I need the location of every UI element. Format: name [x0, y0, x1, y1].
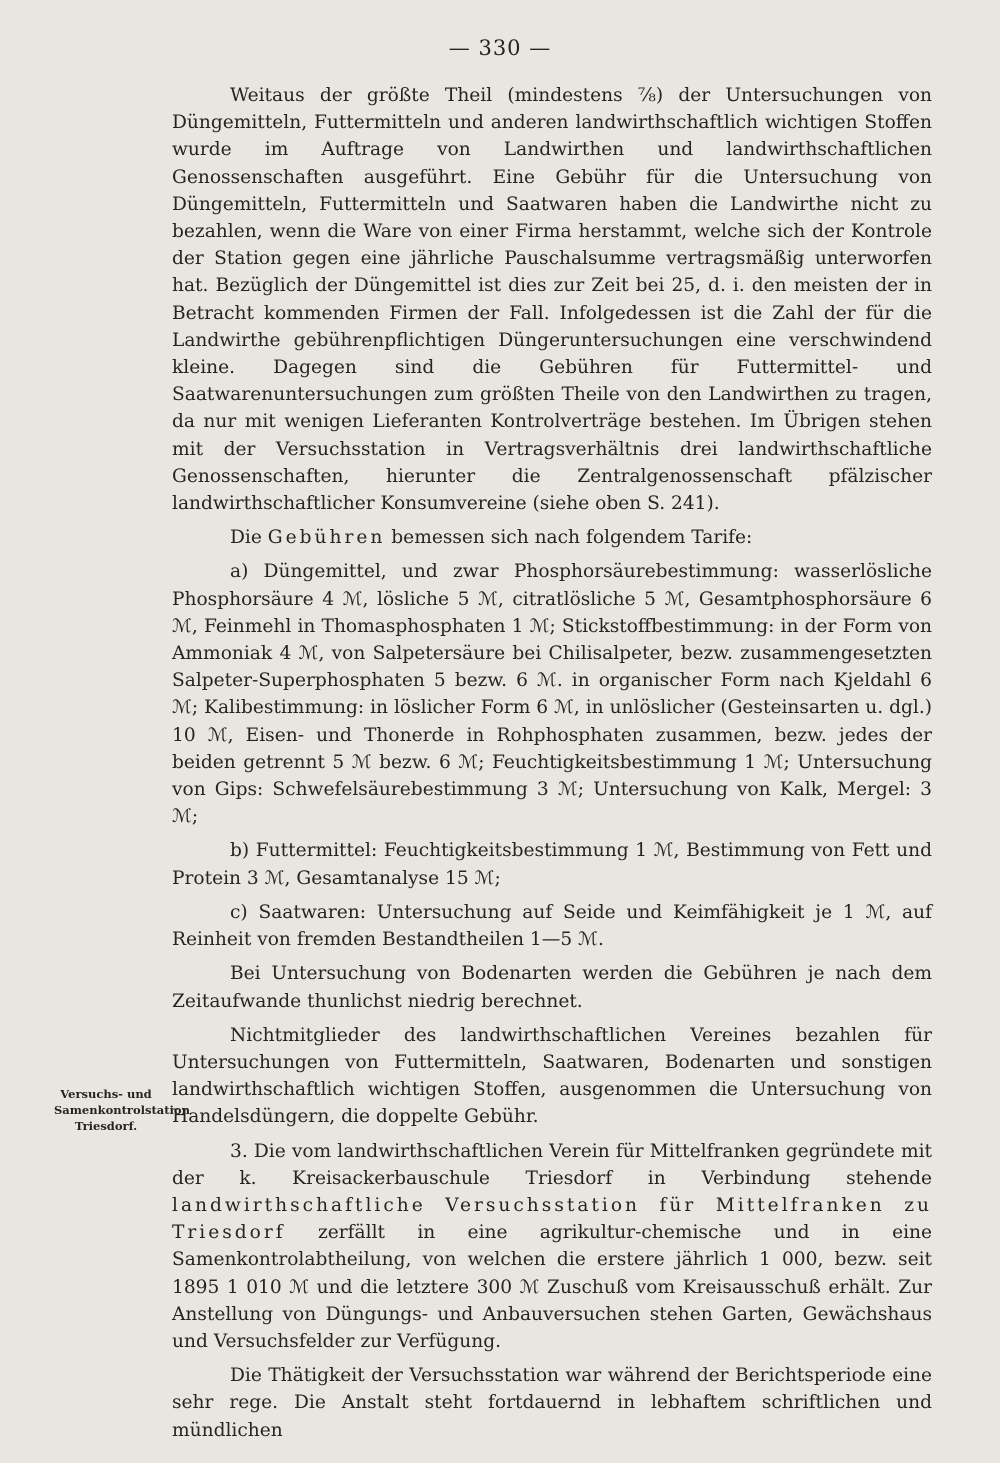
tariff-intro-lead: Gebühren: [267, 527, 386, 549]
paragraph-tariff-intro: [172, 524, 932, 551]
paragraph-soil: Bei Untersuchung von Bodenarten werden die Gebühren je nach dem Zeitaufwande thunlichst niedrig berechnet.: [172, 963, 932, 1012]
triesdorf-pre: 3. Die vom landwirthschaftlichen Verein für Mittelfranken gegründete mit der k. Kreisackerbauschule Triesdorf in Verbindung stehende: [172, 1140, 932, 1189]
paragraph-triesdorf: [172, 1138, 932, 1356]
tariff-intro-rest: bemessen sich nach folgendem Tarife:: [391, 527, 753, 549]
tariff-intro-pre: Die: [230, 527, 262, 549]
marginal-note: Versuchs- und Samenkontrolstation Triesdorf.: [54, 1087, 190, 1133]
body-text: [172, 82, 932, 1444]
tariff-item-a: a) Düngemittel, und zwar Phosphorsäurebestimmung: wasserlösliche Phosphorsäure 4 ℳ, lösliche 5 ℳ, citratlösliche 5 ℳ, Gesamtphosphorsäure 6 ℳ, Feinmehl in Thomasphosphaten 1 ℳ; Stickstoffbestimmung: in der Form von Ammoniak 4 ℳ, von Salpetersäure bei Chilisalpeter, bezw. zusammengesetzten Salpeter-Superphosphaten 5 bezw. 6 ℳ. in organischer Form nach Kjeldahl 6 ℳ; Kalibestimmung: in löslicher Form 6 ℳ, in unlöslicher (Gesteinsarten u. dgl.) 10 ℳ, Eisen- und Thonerde in Rohphosphaten zusammen, bezw. jedes der beiden getrennt 5 ℳ bezw. 6 ℳ; Feuchtigkeitsbestimmung 1 ℳ; Untersuchung von Gips: Schwefelsäurebestimmung 3 ℳ; Untersuchung von Kalk, Mergel: 3 ℳ;: [172, 561, 932, 828]
tariff-item-b: b) Futtermittel: Feuchtigkeitsbestimmung 1 ℳ, Bestimmung von Fett und Protein 3 ℳ, Gesamtanalyse 15 ℳ;: [172, 840, 932, 889]
triesdorf-post: zerfällt in eine agrikultur-chemische und in eine Samenkontrolabtheilung, von welchen die erstere jährlich 1 000, bezw. seit 1895 1 010 ℳ und die letztere 300 ℳ Zuschuß vom Kreisausschuß erhält. Zur Anstellung von Düngungs- und Anbauversuchen stehen Garten, Gewächshaus und Versuchsfelder zur Verfügung.: [172, 1222, 932, 1352]
triesdorf-station-name: landwirthschaftliche Versuchsstation für Mittelfranken zu Triesdorf: [172, 1194, 932, 1244]
tariff-item-c: c) Saatwaren: Untersuchung auf Seide und Keimfähigkeit je 1 ℳ, auf Reinheit von fremden Bestandtheilen 1—5 ℳ.: [172, 901, 932, 951]
paragraph-1: Weitaus der größte Theil (mindestens ⅞) der Untersuchungen von Düngemitteln, Futtermitteln und anderen landwirthschaftlich wichtigen Stoffen wurde im Auftrage von Landwirthen und landwirthschaftlichen Genossenschaften ausgeführt. Eine Gebühr für die Untersuchung von Düngemitteln, Futtermitteln und Saatwaren haben die Landwirthe nicht zu bezahlen, wenn die Ware von einer Firma herstammt, welche sich der Kontrole der Station gegen eine jährliche Pauschalsumme vertragsmäßig unterworfen hat. Bezüglich der Düngemittel ist dies zur Zeit bei 25, d. i. den meisten der in Betracht kommenden Firmen der Fall. Infolgedessen ist die Zahl der für die Landwirthe gebührenpflichtigen Düngeruntersuchungen eine verschwindend kleine. Dagegen sind die Gebühren für Futtermittel- und Saatwarenuntersuchungen zum größten Theile von den Landwirthen zu tragen, da nur mit wenigen Lieferanten Kontrolverträge bestehen. Im Übrigen stehen mit der Versuchsstation in Vertragsverhältnis drei landwirthschaftliche Genossenschaften, hierunter die Zentralgenossenschaft pfälzischer landwirthschaftlicher Konsumvereine (siehe oben S. 241).: [172, 85, 932, 515]
paragraph-nonmembers: Nichtmitglieder des landwirthschaftlichen Vereines bezahlen für Untersuchungen von Futtermitteln, Saatwaren, Bodenarten und sonstigen landwirthschaftlich wichtigen Stoffen, ausgenommen die Untersuchung von Handelsdüngern, die doppelte Gebühr.: [172, 1024, 932, 1128]
paragraph-activity: Die Thätigkeit der Versuchsstation war während der Berichtsperiode eine sehr rege. Die Anstalt steht fortdauernd in lebhaftem schriftlichen und mündlichen: [172, 1365, 932, 1441]
page-number: — 330 —: [448, 36, 552, 60]
